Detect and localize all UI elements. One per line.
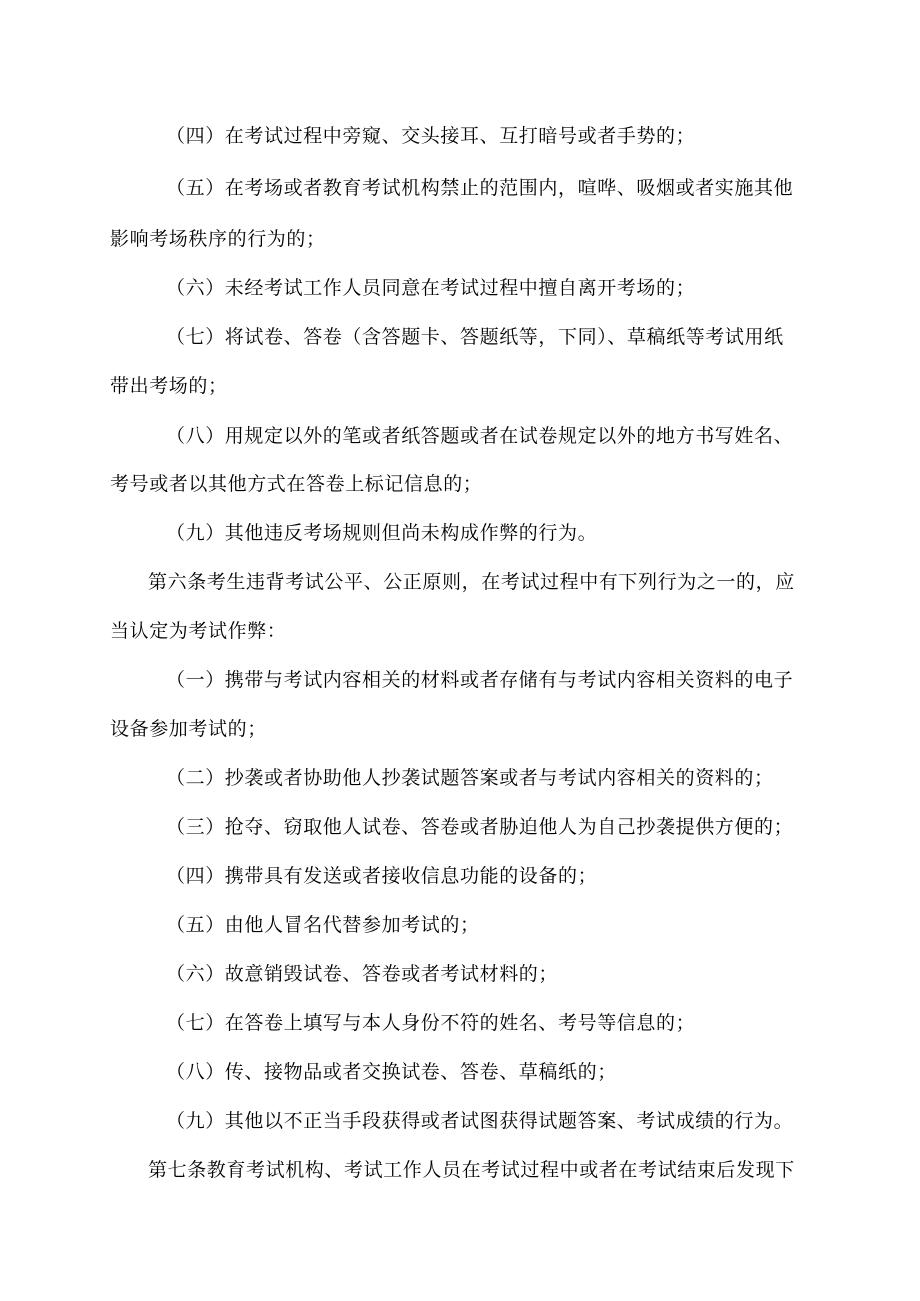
text-line: （三）抢夺、窃取他人试卷、答卷或者胁迫他人为自己抄袭提供方便的； <box>166 816 794 838</box>
text-line: （二）抄袭或者协助他人抄袭试题答案或者与考试内容相关的资料的； <box>166 767 774 789</box>
text-line: 设备参加考试的； <box>110 718 267 740</box>
text-line: （六）未经考试工作人员同意在考试过程中擅自离开考场的； <box>166 277 696 299</box>
text-line: （八）传、接物品或者交换试卷、答卷、草稿纸的； <box>166 1061 617 1083</box>
text-line: （一）携带与考试内容相关的材料或者存储有与考试内容相关资料的电子 <box>166 669 794 691</box>
text-line: （九）其他以不正当手段获得或者试图获得试题答案、考试成绩的行为。 <box>166 1110 794 1132</box>
text-line: 影响考场秩序的行为的； <box>110 228 326 250</box>
text-line: （七）将试卷、答卷（含答题卡、答题纸等，下同）、草稿纸等考试用纸 <box>166 326 784 348</box>
text-line: （五）由他人冒名代替参加考试的； <box>166 914 480 936</box>
text-line: （四）携带具有发送或者接收信息功能的设备的； <box>166 865 598 887</box>
text-line: 考号或者以其他方式在答卷上标记信息的； <box>110 473 483 495</box>
text-line: （七）在答卷上填写与本人身份不符的姓名、考号等信息的； <box>166 1012 696 1034</box>
text-line: （六）故意销毁试卷、答卷或者考试材料的； <box>166 963 559 985</box>
text-line: 第六条考生违背考试公平、公正原则，在考试过程中有下列行为之一的，应 <box>148 571 795 593</box>
text-line: （八）用规定以外的笔或者纸答题或者在试卷规定以外的地方书写姓名、 <box>166 425 794 447</box>
text-line: 第七条教育考试机构、考试工作人员在考试过程中或者在考试结束后发现下 <box>148 1159 795 1181</box>
text-line: （九）其他违反考场规则但尚未构成作弊的行为。 <box>166 522 598 544</box>
text-line: 带出考场的； <box>110 375 228 397</box>
text-line: 当认定为考试作弊： <box>110 620 287 642</box>
text-line: （五）在考场或者教育考试机构禁止的范围内，喧哗、吸烟或者实施其他 <box>166 177 794 199</box>
text-line: （四）在考试过程中旁窥、交头接耳、互打暗号或者手势的； <box>166 125 696 147</box>
